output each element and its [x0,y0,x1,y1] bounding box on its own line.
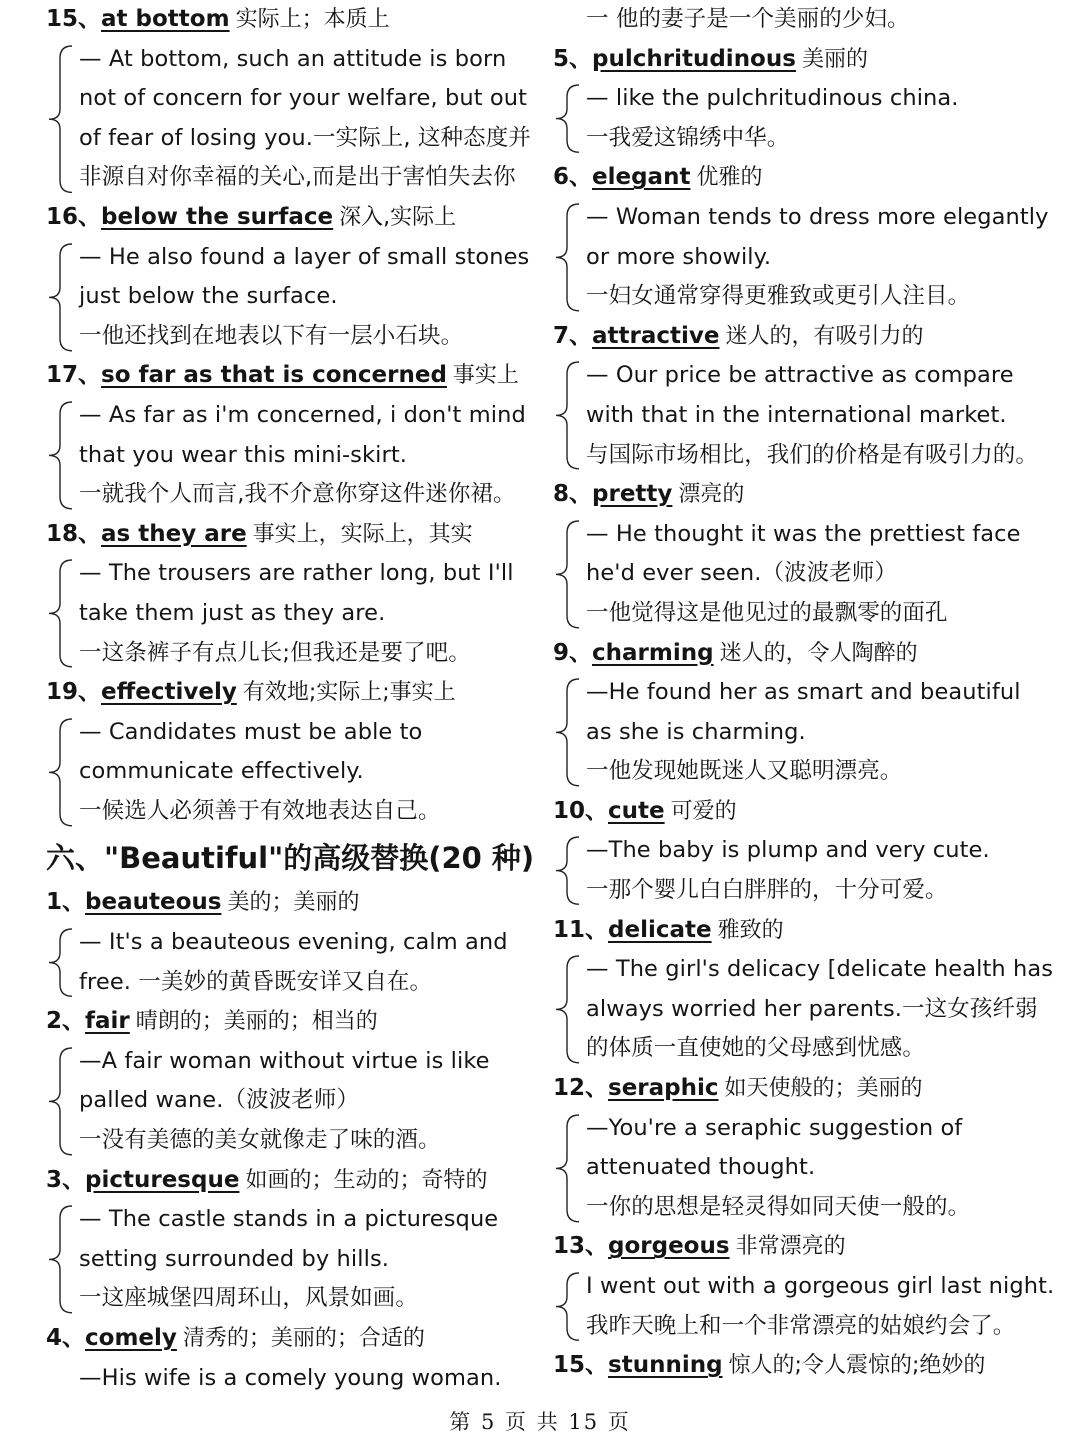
example-line: 一他觉得这是他见过的最飘零的面孔 [586,599,948,626]
vocab-entry [46,0,536,198]
entry-word: beauteous [85,889,222,916]
example-line: that you wear this mini-skirt. [79,441,408,468]
example-line: 一妇女通常穿得更雅致或更引人注目。 [586,283,971,310]
example-line: — Our price be attractive as compare [586,362,1014,389]
example-block [553,356,1053,475]
entry-word: seraphic [608,1075,719,1102]
entry-number: 18、 [46,520,102,547]
vocab-entry [553,1227,1053,1346]
example-line: 一那个婴儿白白胖胖的，十分可爱。 [586,877,948,904]
entry-heading [553,792,1053,832]
vocab-entry [553,1346,1053,1386]
entry-heading [553,475,1053,515]
section-title: 六、"Beautiful"的高级替换(20 种) [46,841,535,876]
example-line: take them just as they are. [79,599,386,626]
example-line: — As far as i'm concerned, i don't mind [79,401,526,428]
example-line: —A fair woman without virtue is like [79,1047,490,1074]
entry-definition: 非常漂亮的 [735,1234,846,1260]
example-line: —The baby is plump and very cute. [586,837,990,864]
entry-word: fair [85,1008,130,1035]
example-line: 一没有美德的美女就像走了味的酒。 [79,1127,441,1154]
entry-word: pulchritudinous [592,45,796,72]
entry-heading [46,0,536,40]
entry-heading [553,317,1053,357]
example-line: setting surrounded by hills. [79,1245,390,1272]
example-line: 我昨天晚上和一个非常漂亮的姑娘约会了。 [586,1312,1016,1339]
example-line: 非源自对你幸福的关心,而是出于害怕失去你 [79,164,516,191]
example-line: he'd ever seen.（波波老师） [586,560,898,587]
vocab-entry [553,911,1053,1069]
example-line: — He thought it was the prettiest face [586,520,1021,547]
example-line: —You're a seraphic suggestion of [586,1114,963,1141]
example-line: or more showily. [586,243,772,270]
curly-brace-icon [553,1113,583,1224]
entry-definition: 深入,实际上 [339,204,457,230]
example-block [46,554,536,673]
entry-heading [553,634,1053,674]
entry-number: 16、 [46,203,102,230]
curly-brace-icon [46,558,76,669]
entry-heading [553,1227,1053,1267]
vocab-entry [553,317,1053,475]
entry-number: 7、 [553,322,593,349]
entry-word: charming [592,639,714,666]
entry-definition: 有效地;实际上;事实上 [242,680,456,706]
example-block [553,515,1053,634]
entry-definition: 清秀的；美丽的；合适的 [182,1326,425,1351]
entry-definition: 美丽的 [801,46,868,72]
entry-number: 11、 [553,916,609,943]
entry-word: pretty [592,481,673,508]
entry-word: cute [608,797,665,824]
entry-number: 9、 [553,639,593,666]
entry-heading [553,158,1053,198]
example-line: — like the pulchritudinous china. [586,85,959,112]
entry-definition: 实际上；本质上 [235,7,390,32]
entry-number: 15、 [46,6,102,32]
entry-word: effectively [101,679,237,706]
entry-heading [553,1346,1053,1386]
entry-heading [46,1319,536,1359]
example-line: attenuated thought. [586,1154,816,1181]
example-line: — He also found a layer of small stones [79,243,530,270]
entry-definition: 事实上 [452,363,519,389]
curly-brace-icon [46,400,76,511]
example-line: — At bottom, such an attitude is born [79,45,507,72]
example-line: 一这座城堡四周环山，风景如画。 [79,1285,419,1312]
example-block [46,713,536,832]
example-line: always worried her parents.一这女孩纤弱 [586,995,1038,1022]
entry-number: 6、 [553,164,593,191]
vocab-entry [553,1069,1053,1227]
entry-word: gorgeous [608,1233,730,1260]
curly-brace-icon [46,44,76,194]
curly-brace-icon [46,242,76,353]
example-block [46,238,536,357]
curly-brace-icon [553,360,583,471]
example-block [46,923,536,1002]
entry-definition: 迷人的，令人陶醉的 [719,640,918,666]
example-line: —His wife is a comely young woman. [79,1364,502,1391]
entry-word: comely [85,1325,177,1351]
entry-number: 15、 [553,1352,609,1379]
continued-translation: 一 他的妻子是一个美丽的少妇。 [586,6,910,32]
curly-brace-icon [553,835,583,906]
entry-word: attractive [592,322,720,349]
vocab-entry [553,634,1053,792]
right-column [553,0,1053,1386]
example-line: as she is charming. [586,718,806,745]
example-line: 一就我个人而言,我不介意你穿这件迷你裙。 [79,481,516,508]
curly-brace-icon [553,202,583,313]
example-block [553,1109,1053,1228]
entry-definition: 雅致的 [717,917,784,943]
entry-definition: 可爱的 [670,798,737,824]
entry-number: 4、 [46,1325,86,1351]
vocab-entry [46,673,536,831]
example-line: 一这条裤子有点儿长;但我还是要了吧。 [79,639,471,666]
entry-heading [46,515,536,555]
entry-heading [553,40,1053,80]
entry-heading [46,1002,536,1042]
entry-number: 12、 [553,1075,609,1102]
entry-heading [46,198,536,238]
example-block [46,1359,536,1399]
example-line: 一候选人必须善于有效地表达自己。 [79,797,441,824]
curly-brace-icon [553,954,583,1065]
entry-definition: 晴朗的；美丽的；相当的 [135,1009,378,1035]
example-line: — The girl's delicacy [delicate health has [586,956,1054,983]
vocab-entry [46,883,536,1002]
example-line: —He found her as smart and beautiful [586,679,1021,706]
example-block [553,1267,1053,1346]
entry-word: below the surface [101,203,334,230]
entry-heading [46,1161,536,1201]
example-block [553,673,1053,792]
curly-brace-icon [46,927,76,998]
entry-heading [553,1069,1053,1109]
entry-definition: 漂亮的 [678,482,745,508]
entry-number: 3、 [46,1166,86,1193]
example-line: palled wane.（波波老师） [79,1087,360,1114]
example-line: free. 一美妙的黄昏既安详又自在。 [79,968,433,995]
example-line: 一他发现她既迷人又聪明漂亮。 [586,758,903,785]
example-block [553,831,1053,910]
vocab-entry [46,356,536,514]
example-block [46,1200,536,1319]
entry-word: delicate [608,916,712,943]
curly-brace-icon [553,677,583,788]
entry-word: stunning [608,1352,723,1379]
example-block [553,950,1053,1069]
example-line: — Candidates must be able to [79,718,423,745]
example-line: — It's a beauteous evening, calm and [79,929,508,956]
entry-heading [46,673,536,713]
entry-number: 19、 [46,679,102,706]
example-line: communicate effectively. [79,758,364,785]
vocab-entry [46,1002,536,1160]
example-line: 的体质一直使她的父母感到忧感。 [586,1035,926,1062]
entry-number: 5、 [553,45,593,72]
entry-word: so far as that is concerned [101,362,447,389]
example-block [46,40,536,198]
vocab-entry [553,475,1053,633]
entry-number: 17、 [46,362,102,389]
example-line: 与国际市场相比，我们的价格是有吸引力的。 [586,441,1039,468]
curly-brace-icon [46,717,76,828]
entry-number: 1、 [46,889,86,916]
example-line: 一你的思想是轻灵得如同天使一般的。 [586,1193,971,1220]
left-column [46,0,536,1398]
vocab-entry [46,1319,536,1398]
entry-number: 10、 [553,797,609,824]
vocab-entry [46,1161,536,1319]
example-line: 一他还找到在地表以下有一层小石块。 [79,322,464,349]
entry-number: 2、 [46,1008,86,1035]
example-line: just below the surface. [79,283,338,310]
curly-brace-icon [46,1204,76,1315]
entry-word: at bottom [101,6,230,32]
curly-brace-icon [553,519,583,630]
entry-definition: 如天使般的；美丽的 [724,1076,923,1102]
vocab-entry [553,792,1053,911]
entry-word: picturesque [85,1166,240,1193]
vocab-entry [46,515,536,673]
example-line: with that in the international market. [586,401,1007,428]
entry-definition: 事实上，实际上，其实 [252,521,473,547]
example-line: not of concern for your welfare, but out [79,85,528,112]
entry-definition: 优雅的 [696,165,763,191]
entry-definition: 美的；美丽的 [227,890,360,916]
example-line: — The castle stands in a picturesque [79,1206,499,1233]
example-line: — Woman tends to dress more elegantly [586,203,1049,230]
entry-number: 8、 [553,481,593,508]
example-line: — The trousers are rather long, but I'll [79,560,514,587]
curly-brace-icon [46,1046,76,1157]
example-block [46,396,536,515]
curly-brace-icon [553,1271,583,1342]
entry-heading [46,356,536,396]
vocab-entry [46,198,536,356]
vocab-entry [553,158,1053,316]
entry-definition: 迷人的，有吸引力的 [725,323,924,349]
curly-brace-icon [553,83,583,154]
example-line: 一我爱这锦绣中华。 [586,124,790,151]
example-block [553,79,1053,158]
entry-number: 13、 [553,1233,609,1260]
example-block [46,1042,536,1161]
entry-heading [46,883,536,923]
entry-word: elegant [592,164,691,191]
entry-definition: 如画的；生动的；奇特的 [245,1167,488,1193]
entry-definition: 惊人的;令人震惊的;绝妙的 [728,1353,986,1379]
entry-word: as they are [101,520,247,547]
entry-heading [553,911,1053,951]
example-block [553,198,1053,317]
example-line: I went out with a gorgeous girl last night. [586,1273,1055,1299]
example-line: of fear of losing you.一实际上, 这种态度并 [79,124,531,151]
page-footer: 第 5 页 共 15 页 [449,1410,631,1434]
vocab-entry [553,40,1053,159]
